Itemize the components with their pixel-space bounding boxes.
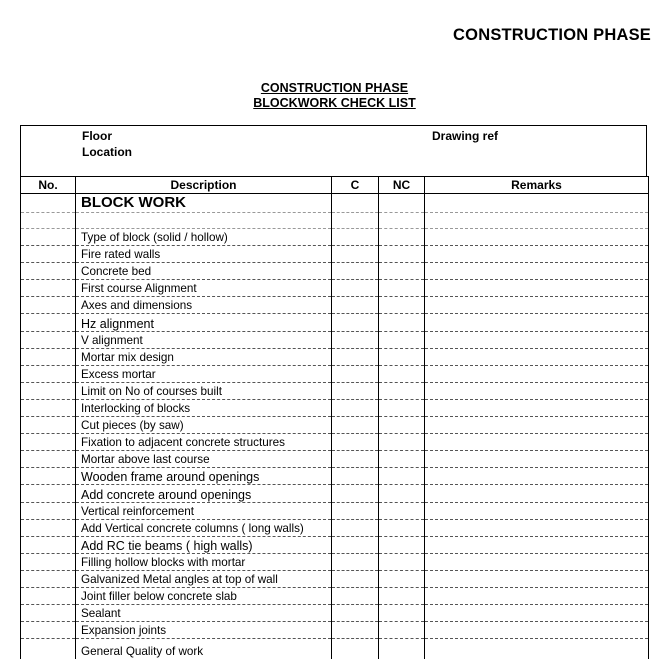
c-cell[interactable] xyxy=(332,502,379,519)
c-cell[interactable] xyxy=(332,570,379,587)
remarks-cell[interactable] xyxy=(425,536,649,553)
remarks-cell[interactable] xyxy=(425,246,649,263)
remarks-cell[interactable] xyxy=(425,485,649,502)
section-row xyxy=(21,194,649,213)
description-cell: Expansion joints xyxy=(76,622,332,639)
table-row xyxy=(21,382,649,399)
no-cell xyxy=(21,348,76,365)
table-row xyxy=(21,280,649,297)
description-cell: Mortar above last course xyxy=(76,451,332,468)
nc-cell[interactable] xyxy=(379,605,425,622)
table-row xyxy=(21,229,649,246)
description-cell: General Quality of work xyxy=(76,639,332,659)
description-cell: Vertical reinforcement xyxy=(76,502,332,519)
remarks-cell[interactable] xyxy=(425,587,649,604)
no-cell xyxy=(21,570,76,587)
no-cell xyxy=(21,622,76,639)
no-cell xyxy=(21,263,76,280)
table-row xyxy=(21,314,649,331)
c-cell[interactable] xyxy=(332,314,379,331)
no-cell xyxy=(21,536,76,553)
no-cell xyxy=(21,280,76,297)
nc-cell[interactable] xyxy=(379,399,425,416)
table-row xyxy=(21,605,649,622)
remarks-cell[interactable] xyxy=(425,331,649,348)
nc-cell[interactable] xyxy=(379,570,425,587)
c-cell[interactable] xyxy=(332,587,379,604)
c-cell[interactable] xyxy=(332,485,379,502)
c-cell[interactable] xyxy=(332,382,379,399)
table-row xyxy=(21,246,649,263)
nc-cell[interactable] xyxy=(379,382,425,399)
c-cell[interactable] xyxy=(332,622,379,639)
table-row xyxy=(21,331,649,348)
description-cell: Cut pieces (by saw) xyxy=(76,417,332,434)
spacer-row xyxy=(21,213,649,229)
no-cell xyxy=(21,246,76,263)
remarks-cell[interactable] xyxy=(425,280,649,297)
table-row xyxy=(21,519,649,536)
no-cell xyxy=(21,382,76,399)
table-row xyxy=(21,399,649,416)
description-cell: Sealant xyxy=(76,605,332,622)
remarks-cell[interactable] xyxy=(425,502,649,519)
table-row xyxy=(21,485,649,502)
c-cell[interactable] xyxy=(332,297,379,314)
table-row xyxy=(21,536,649,553)
nc-cell[interactable] xyxy=(379,229,425,246)
remarks-cell[interactable] xyxy=(425,348,649,365)
c-cell[interactable] xyxy=(332,229,379,246)
c-cell[interactable] xyxy=(332,280,379,297)
c-cell[interactable] xyxy=(332,639,379,659)
table-row xyxy=(21,587,649,604)
table-row xyxy=(21,502,649,519)
description-cell: Wooden frame around openings xyxy=(76,468,332,485)
c-cell[interactable] xyxy=(332,536,379,553)
table-header-row xyxy=(21,177,649,194)
table-row xyxy=(21,639,649,659)
description-cell: Joint filler below concrete slab xyxy=(76,587,332,604)
table-row xyxy=(21,348,649,365)
table-row xyxy=(21,622,649,639)
column-header-description: Description xyxy=(76,177,332,194)
no-cell xyxy=(21,468,76,485)
no-cell xyxy=(21,485,76,502)
column-header-c: C xyxy=(332,177,379,194)
drawing-ref-label: Drawing ref xyxy=(432,129,499,143)
table-row xyxy=(21,297,649,314)
remarks-cell[interactable] xyxy=(425,297,649,314)
description-cell: First course Alignment xyxy=(76,280,332,297)
table-row xyxy=(21,263,649,280)
nc-cell[interactable] xyxy=(379,519,425,536)
nc-cell[interactable] xyxy=(379,194,425,213)
remarks-cell[interactable] xyxy=(425,605,649,622)
c-cell[interactable] xyxy=(332,605,379,622)
c-cell[interactable] xyxy=(332,194,379,213)
remarks-cell[interactable] xyxy=(425,194,649,213)
no-cell xyxy=(21,399,76,416)
nc-cell[interactable] xyxy=(379,331,425,348)
checklist-table xyxy=(20,176,649,659)
nc-cell[interactable] xyxy=(379,365,425,382)
no-cell xyxy=(21,417,76,434)
no-cell xyxy=(21,553,76,570)
nc-cell[interactable] xyxy=(379,587,425,604)
table-row xyxy=(21,570,649,587)
no-cell xyxy=(21,587,76,604)
no-cell xyxy=(21,365,76,382)
remarks-cell[interactable] xyxy=(425,229,649,246)
description-cell: Filling hollow blocks with mortar xyxy=(76,553,332,570)
nc-cell[interactable] xyxy=(379,536,425,553)
remarks-cell[interactable] xyxy=(425,314,649,331)
nc-cell[interactable] xyxy=(379,213,425,229)
c-cell[interactable] xyxy=(332,468,379,485)
column-header-remarks: Remarks xyxy=(425,177,649,194)
no-cell xyxy=(21,297,76,314)
c-cell[interactable] xyxy=(332,451,379,468)
nc-cell[interactable] xyxy=(379,246,425,263)
description-cell: Hz alignment xyxy=(76,314,332,331)
description-cell: Fixation to adjacent concrete structures xyxy=(76,434,332,451)
description-cell: Interlocking of blocks xyxy=(76,399,332,416)
description-cell: Concrete bed xyxy=(76,263,332,280)
remarks-cell[interactable] xyxy=(425,468,649,485)
nc-cell[interactable] xyxy=(379,451,425,468)
description-cell: Galvanized Metal angles at top of wall xyxy=(76,570,332,587)
c-cell[interactable] xyxy=(332,519,379,536)
table-row xyxy=(21,553,649,570)
description-cell: Axes and dimensions xyxy=(76,297,332,314)
c-cell[interactable] xyxy=(332,434,379,451)
description-cell: Mortar mix design xyxy=(76,348,332,365)
table-row xyxy=(21,365,649,382)
table-row xyxy=(21,451,649,468)
c-cell[interactable] xyxy=(332,213,379,229)
c-cell[interactable] xyxy=(332,348,379,365)
page-header-title: CONSTRUCTION PHASE xyxy=(453,26,651,44)
remarks-cell[interactable] xyxy=(425,451,649,468)
column-header-nc: NC xyxy=(379,177,425,194)
nc-cell[interactable] xyxy=(379,502,425,519)
remarks-cell[interactable] xyxy=(425,639,649,659)
remarks-cell[interactable] xyxy=(425,570,649,587)
table-row xyxy=(21,468,649,485)
project-info-box xyxy=(20,125,647,176)
description-cell: V alignment xyxy=(76,331,332,348)
remarks-cell[interactable] xyxy=(425,213,649,229)
description-cell: Fire rated walls xyxy=(76,246,332,263)
section-title: BLOCK WORK xyxy=(76,194,332,213)
nc-cell[interactable] xyxy=(379,553,425,570)
c-cell[interactable] xyxy=(332,246,379,263)
floor-label: Floor xyxy=(82,129,112,143)
remarks-cell[interactable] xyxy=(425,622,649,639)
nc-cell[interactable] xyxy=(379,417,425,434)
remarks-cell[interactable] xyxy=(425,553,649,570)
c-cell[interactable] xyxy=(332,399,379,416)
remarks-cell[interactable] xyxy=(425,365,649,382)
no-cell xyxy=(21,519,76,536)
description-cell: Add RC tie beams ( high walls) xyxy=(76,536,332,553)
description-cell: Limit on No of courses built xyxy=(76,382,332,399)
no-cell xyxy=(21,213,76,229)
nc-cell[interactable] xyxy=(379,485,425,502)
remarks-cell[interactable] xyxy=(425,263,649,280)
description-cell: Add concrete around openings xyxy=(76,485,332,502)
description-cell: Add Vertical concrete columns ( long walls) xyxy=(76,519,332,536)
remarks-cell[interactable] xyxy=(425,417,649,434)
remarks-cell[interactable] xyxy=(425,382,649,399)
nc-cell[interactable] xyxy=(379,297,425,314)
nc-cell[interactable] xyxy=(379,639,425,659)
c-cell[interactable] xyxy=(332,365,379,382)
remarks-cell[interactable] xyxy=(425,434,649,451)
table-row xyxy=(21,434,649,451)
remarks-cell[interactable] xyxy=(425,519,649,536)
no-cell xyxy=(21,331,76,348)
no-cell xyxy=(21,502,76,519)
table-row xyxy=(21,417,649,434)
column-header-no: No. xyxy=(21,177,76,194)
no-cell xyxy=(21,229,76,246)
nc-cell[interactable] xyxy=(379,314,425,331)
document-title: CONSTRUCTION PHASE xyxy=(260,81,409,95)
c-cell[interactable] xyxy=(332,263,379,280)
nc-cell[interactable] xyxy=(379,348,425,365)
remarks-cell[interactable] xyxy=(425,399,649,416)
no-cell xyxy=(21,314,76,331)
no-cell xyxy=(21,194,76,213)
nc-cell[interactable] xyxy=(379,468,425,485)
no-cell xyxy=(21,605,76,622)
location-label: Location xyxy=(82,145,132,159)
c-cell[interactable] xyxy=(332,553,379,570)
description-cell xyxy=(76,213,332,229)
c-cell[interactable] xyxy=(332,331,379,348)
checklist-body xyxy=(21,194,649,659)
nc-cell[interactable] xyxy=(379,280,425,297)
description-cell: Type of block (solid / hollow) xyxy=(76,229,332,246)
no-cell xyxy=(21,639,76,659)
document-subtitle: BLOCKWORK CHECK LIST xyxy=(253,96,416,110)
nc-cell[interactable] xyxy=(379,434,425,451)
c-cell[interactable] xyxy=(332,417,379,434)
nc-cell[interactable] xyxy=(379,263,425,280)
description-cell: Excess mortar xyxy=(76,365,332,382)
nc-cell[interactable] xyxy=(379,622,425,639)
no-cell xyxy=(21,451,76,468)
no-cell xyxy=(21,434,76,451)
